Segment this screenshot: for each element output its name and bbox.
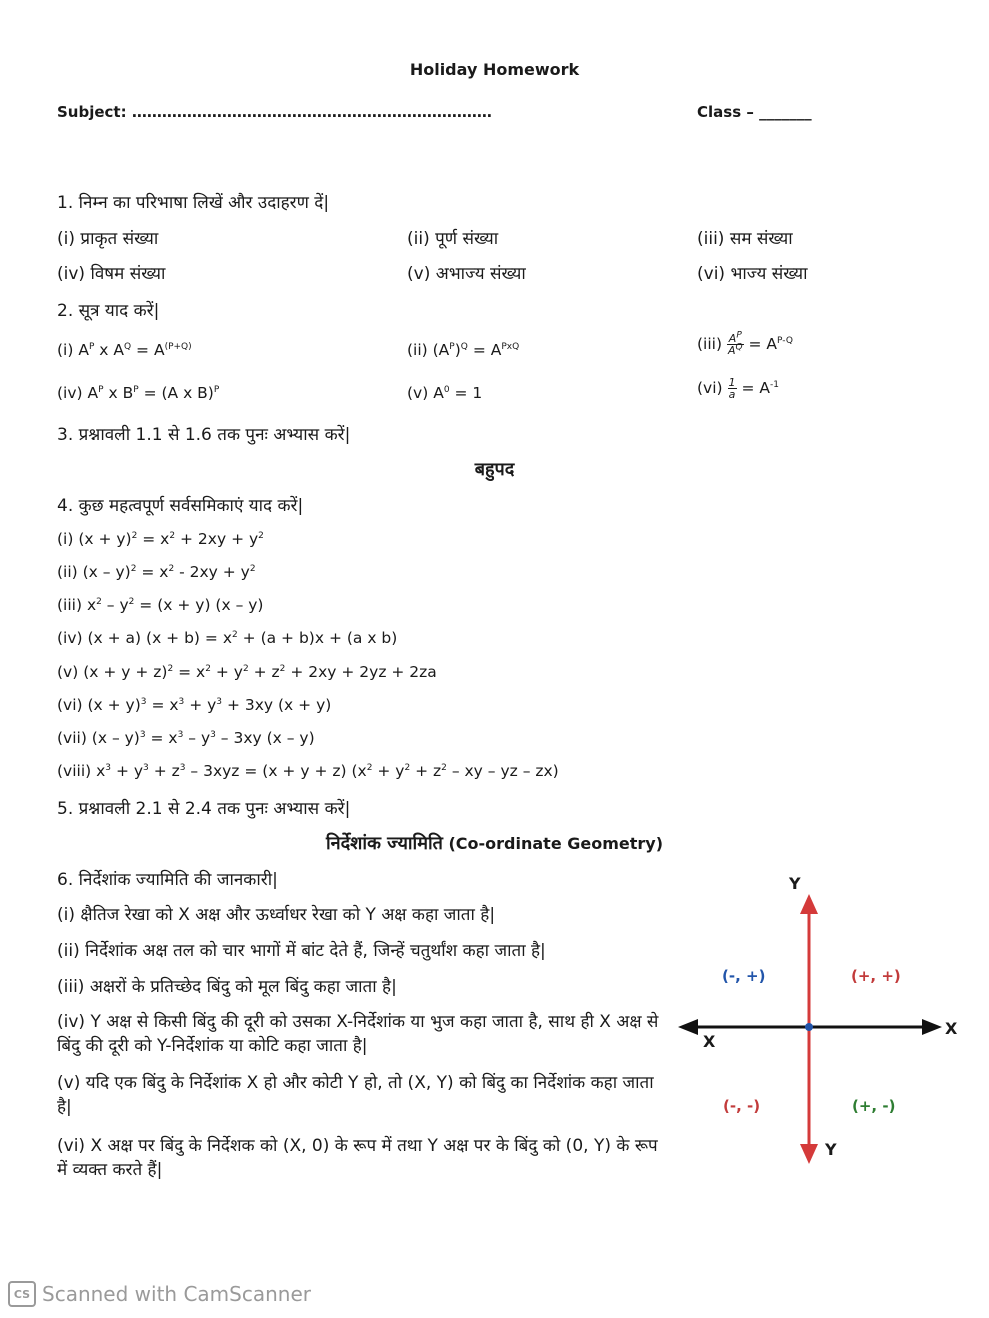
section-polynomial: बहुपद [474, 459, 515, 480]
q6-point-6: (vi) X अक्ष पर बिंदु के निर्देशक को (X, 0) के रूप में तथा Y अक्ष पर के बिंदु को (0, Y) के रूप में व्यक्त करते हैं| [57, 1136, 658, 1180]
quadrant-2-label: (-, +) [722, 967, 766, 985]
q1-heading: 1. निम्न का परिभाषा लिखें और उदाहरण दें| [57, 193, 330, 213]
q6-heading: 6. निर्देशांक ज्यामिति की जानकारी| [57, 870, 278, 890]
identity-5: (v) $(x + y + z)^2 = x^2 + y^2 + z^2 + 2xy + 2yz + 2za$ [57, 663, 437, 681]
q4-heading: 4. कुछ महत्वपूर्ण सर्वसमिकाएं याद करें| [57, 496, 304, 516]
formula-6: (vi) $\frac{1}{a}$ = $A^{-1}$ [697, 376, 779, 401]
identity-3: (iii) $x^2 - y^2 = (x + y)$ (x – y) [57, 596, 264, 614]
identity-8: (viii) $x^3 + y^3 + z^3 - 3xyz = (x + y + z) (x^2 + y^2 + z^2$ – xy – yz – zx) [57, 762, 559, 780]
subject-label: Subject: ……………………………………………………………… [57, 103, 492, 121]
identity-7: (vii) $(x - y)^3 = x^3 - y^3 - 3xy$ (x – y) [57, 729, 315, 747]
camscanner-icon: CS [8, 1281, 36, 1307]
page-title: Holiday Homework [409, 60, 580, 79]
formula-2: (ii) $(A^P)^Q = A^{PxQ}$ [407, 341, 520, 359]
x-left-label: X [703, 1032, 716, 1051]
identity-1: (i) $(x + y)^2 = x^2 + 2xy + y^2$ [57, 530, 264, 548]
identity-4: (iv) (x + a) $(x + b) = x^2 + (a + b)x + (a$ x b) [57, 629, 398, 647]
q1-item-2: (ii) पूर्ण संख्या [407, 229, 499, 249]
q5-text: 5. प्रश्नावली 2.1 से 2.4 तक पुनः अभ्यास करें| [57, 799, 351, 819]
class-label: Class – _______ [697, 103, 812, 121]
y-axis-arrow-up [800, 894, 818, 914]
q1-item-5: (v) अभाज्य संख्या [407, 264, 526, 284]
origin-point [805, 1023, 813, 1031]
q3-text: 3. प्रश्नावली 1.1 से 1.6 तक पुनः अभ्यास करें| [57, 425, 351, 445]
x-axis-arrow-left [678, 1019, 698, 1035]
formula-1: (i) $A^P$ x $A^Q = A^{(P+Q)}$ [57, 341, 192, 359]
camscanner-text: Scanned with CamScanner [42, 1282, 311, 1306]
q6-point-2: (ii) निर्देशांक अक्ष तल को चार भागों में बांट देते हैं, जिन्हें चतुर्थांश कहा जाता है| [57, 941, 546, 961]
identity-6: (vi) $(x + y)^3 = x^3 + y^3 + 3xy$ (x + y) [57, 696, 332, 714]
identity-2: (ii) $(x - y)^2 = x^2 - 2xy + y^2$ [57, 563, 256, 581]
x-right-label: X [945, 1019, 958, 1038]
q2-heading: 2. सूत्र याद करें| [57, 301, 160, 321]
q1-item-4: (iv) विषम संख्या [57, 264, 166, 284]
formula-3: (iii) $\frac{A^P}{A^Q}$ = $A^{P-Q}$ [697, 330, 793, 357]
y-axis-arrow-down [800, 1144, 818, 1164]
q6-point-4: (iv) Y अक्ष से किसी बिंदु की दूरी को उसका X-निर्देशांक या भुज कहा जाता है, साथ ही X अक्ष से बिंदु की दूरी को Y-निर्देशांक या कोटि कहा जाता है| [57, 1012, 659, 1056]
section-coordinate-geometry: निर्देशांक ज्यामिति (Co-ordinate Geometry) [325, 833, 664, 854]
y-top-label: Y [789, 874, 801, 893]
quadrant-3-label: (-, -) [723, 1097, 761, 1115]
formula-4: (iv) $A^P$ x $B^P = (A$ x B)$^P$ [57, 384, 220, 402]
q1-item-1: (i) प्राकृत संख्या [57, 229, 159, 249]
quadrant-1-label: (+, +) [851, 967, 901, 985]
quadrant-4-label: (+, -) [852, 1097, 896, 1115]
q6-point-3: (iii) अक्षरों के प्रतिच्छेद बिंदु को मूल बिंदु कहा जाता है| [57, 977, 397, 997]
camscanner-watermark [8, 1281, 311, 1307]
y-bottom-label: Y [825, 1140, 837, 1159]
q1-item-6: (vi) भाज्य संख्या [697, 264, 808, 284]
formula-5: (v) $A^0 = 1$ [407, 384, 483, 402]
q1-item-3: (iii) सम संख्या [697, 229, 793, 249]
x-axis-arrow-right [922, 1019, 942, 1035]
coordinate-graph [670, 870, 970, 1170]
q6-point-1: (i) क्षैतिज रेखा को X अक्ष और ऊर्ध्वाधर रेखा को Y अक्ष कहा जाता है| [57, 905, 496, 925]
q6-point-5: (v) यदि एक बिंदु के निर्देशांक X हो और कोटी Y हो, तो (X, Y) को बिंदु का निर्देशांक कहा जाता है| [57, 1073, 654, 1117]
